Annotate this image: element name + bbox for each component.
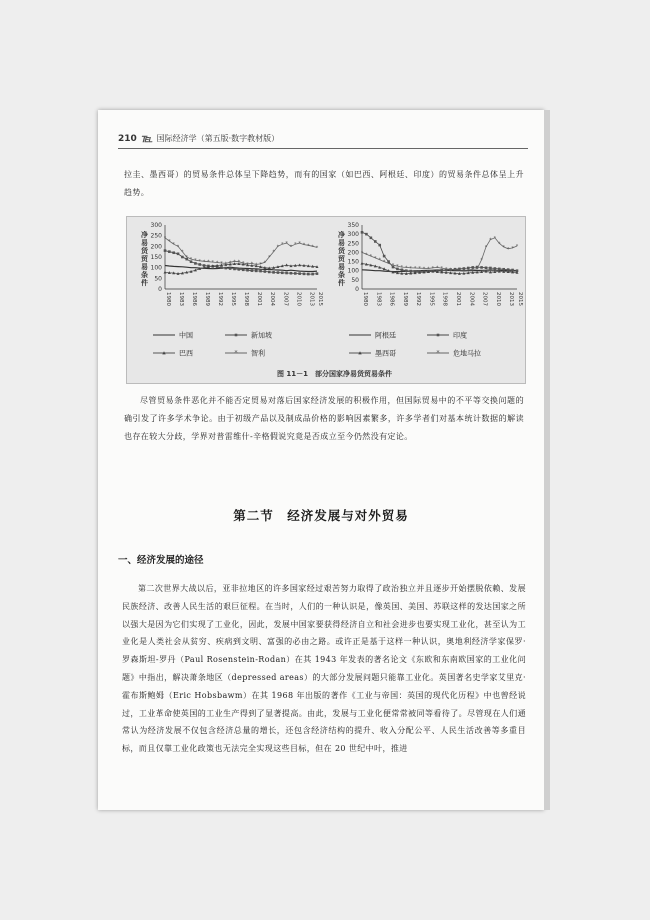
section-title: 第二节 经济发展与对外贸易: [233, 508, 409, 523]
data-point-asterisk: *: [489, 237, 492, 244]
x-tick-label: 2001: [455, 292, 461, 306]
x-tick-label: 2001: [256, 292, 263, 306]
data-point-asterisk: *: [440, 266, 443, 273]
data-point-square: [242, 269, 245, 272]
data-point-asterisk: *: [168, 239, 171, 245]
legend-label: 智利: [251, 349, 265, 358]
running-head: [118, 132, 528, 149]
figure-caption: 图 11－1 部分国家净易货贸易条件: [277, 370, 393, 378]
legend-label: 阿根廷: [375, 331, 396, 340]
x-tick-label: 2007: [282, 292, 289, 306]
data-point-square: [489, 267, 492, 270]
data-point-asterisk: *: [396, 264, 399, 271]
data-point-asterisk: *: [427, 266, 430, 273]
x-tick-label: 2015: [317, 292, 323, 306]
book-page: [98, 110, 544, 810]
data-point-asterisk: *: [272, 249, 275, 256]
data-point-square: [272, 271, 275, 274]
data-point-square: [246, 269, 249, 272]
data-point-asterisk: *: [194, 258, 197, 265]
data-point-asterisk: *: [480, 257, 483, 264]
x-tick-label: 1992: [415, 292, 422, 306]
data-point-asterisk: *: [211, 260, 215, 267]
legend-marker: *: [234, 350, 238, 358]
page-edge: [544, 110, 550, 810]
intro-paragraph: 拉圭、墨西哥）的贸易条件总体呈下降趋势，而有的国家（如巴西、阿根廷、印度）的贸易条件总体呈上升趋势。: [124, 170, 524, 197]
data-point-asterisk: *: [263, 260, 267, 267]
figure-11-1: [126, 216, 526, 384]
data-point-asterisk: *: [267, 255, 271, 261]
y-axis-label: 易: [338, 262, 345, 271]
y-tick-label: 150: [347, 258, 359, 266]
subsection-heading: 一、经济发展的途径: [118, 555, 204, 566]
data-point-asterisk: *: [515, 244, 519, 251]
data-point-square: [298, 272, 301, 275]
y-tick-label: 350: [347, 222, 359, 229]
data-point-asterisk: *: [471, 267, 474, 274]
data-point-square: [238, 268, 241, 271]
data-point-square: [251, 269, 254, 272]
data-point-asterisk: *: [449, 267, 452, 274]
data-point-asterisk: *: [484, 244, 488, 251]
legend-marker: [235, 334, 238, 337]
x-tick-label: 2010: [494, 292, 501, 306]
x-tick-label: 1989: [401, 292, 408, 306]
x-tick-label: 2010: [295, 292, 302, 306]
legend-marker: *: [436, 350, 440, 358]
x-tick-label: 2013: [308, 292, 315, 306]
y-tick-label: 0: [355, 286, 359, 293]
page-number: 210: [118, 133, 137, 144]
data-point-asterisk: *: [237, 259, 241, 266]
data-point-square: [264, 270, 267, 273]
y-tick-label: 50: [154, 275, 162, 283]
legend-marker: [437, 334, 440, 337]
book-title: 国际经济学（第五版·数字教材版）: [156, 134, 280, 143]
y-tick-label: 100: [347, 267, 359, 275]
y-tick-label: 100: [150, 264, 162, 272]
data-point-square: [378, 244, 381, 247]
legend-label: 墨西哥: [375, 349, 396, 358]
data-point-square: [303, 273, 306, 276]
data-point-asterisk: *: [307, 243, 310, 250]
data-point-asterisk: *: [502, 244, 505, 251]
data-point-asterisk: *: [382, 259, 386, 266]
data-point-asterisk: *: [228, 260, 232, 267]
data-point-asterisk: *: [475, 266, 479, 273]
y-tick-label: 300: [150, 222, 162, 229]
data-point-square: [370, 237, 373, 240]
data-point-square: [290, 272, 293, 275]
data-point-asterisk: *: [254, 262, 258, 269]
y-tick-label: 200: [347, 249, 359, 257]
data-point-asterisk: *: [276, 244, 280, 251]
data-point-asterisk: *: [241, 260, 245, 267]
y-axis-label: 条: [338, 270, 345, 279]
x-tick-label: 1998: [243, 292, 250, 306]
data-point-square: [480, 266, 483, 269]
y-tick-label: 0: [158, 286, 162, 293]
data-point-square: [383, 255, 386, 258]
y-tick-label: 250: [150, 232, 162, 240]
y-axis-label: 货: [338, 246, 345, 255]
y-axis-label: 净: [338, 230, 345, 239]
data-point-asterisk: *: [259, 261, 262, 268]
y-axis-label: 件: [338, 278, 345, 287]
data-point-asterisk: *: [233, 259, 236, 266]
data-point-square: [177, 253, 180, 256]
data-point-asterisk: *: [365, 252, 368, 259]
legend-label: 中国: [179, 331, 193, 340]
data-point-square: [307, 273, 310, 276]
data-point-asterisk: *: [189, 257, 193, 264]
y-axis-label: 贸: [141, 254, 148, 263]
x-tick-label: 1995: [428, 292, 435, 306]
x-tick-label: 2004: [269, 292, 276, 306]
data-point-asterisk: *: [281, 242, 284, 249]
data-point-square: [259, 270, 262, 273]
data-point-asterisk: *: [172, 242, 175, 249]
data-point-asterisk: *: [391, 263, 395, 270]
data-point-asterisk: *: [294, 242, 297, 249]
data-point-square: [374, 240, 377, 243]
legend-label: 新加坡: [251, 331, 272, 340]
data-point-asterisk: *: [444, 266, 448, 273]
data-point-asterisk: *: [289, 244, 293, 251]
data-point-asterisk: *: [185, 255, 188, 261]
data-point-asterisk: *: [467, 267, 470, 274]
data-point-asterisk: *: [413, 265, 417, 272]
data-point-asterisk: *: [298, 241, 301, 248]
data-point-asterisk: *: [369, 254, 373, 261]
data-point-square: [485, 266, 488, 269]
data-point-asterisk: *: [302, 242, 306, 249]
data-point-asterisk: *: [493, 235, 497, 242]
x-tick-label: 2013: [508, 292, 515, 306]
data-point-asterisk: *: [360, 250, 364, 257]
data-point-square: [229, 267, 232, 270]
x-tick-label: 1986: [388, 292, 395, 306]
x-tick-label: 1980: [362, 292, 368, 306]
y-tick-label: 300: [347, 231, 359, 239]
data-point-asterisk: *: [405, 265, 408, 272]
x-tick-label: 2015: [517, 292, 523, 306]
data-point-asterisk: *: [511, 245, 514, 252]
x-tick-label: 1983: [375, 292, 382, 306]
data-point-asterisk: *: [220, 260, 223, 267]
data-point-asterisk: *: [250, 261, 254, 268]
data-point-square: [268, 271, 271, 274]
x-tick-label: 1992: [217, 292, 224, 306]
x-tick-label: 1980: [165, 292, 171, 306]
data-point-asterisk: *: [374, 255, 377, 262]
data-point-asterisk: *: [202, 259, 206, 266]
x-tick-label: 1989: [204, 292, 211, 306]
data-point-asterisk: *: [458, 267, 461, 274]
data-point-square: [285, 272, 288, 275]
data-point-asterisk: *: [387, 261, 390, 268]
data-point-asterisk: *: [163, 235, 167, 242]
book-logo-icon: ℡: [140, 132, 153, 145]
data-point-asterisk: *: [422, 266, 426, 273]
y-axis-label: 件: [141, 278, 148, 287]
figure-charts: [127, 217, 525, 367]
y-tick-label: 200: [150, 243, 162, 251]
y-axis-label: 货: [141, 246, 148, 255]
y-tick-label: 50: [351, 276, 359, 284]
data-point-asterisk: *: [409, 265, 412, 272]
data-point-asterisk: *: [462, 268, 466, 275]
data-point-square: [181, 256, 184, 259]
data-point-asterisk: *: [181, 249, 184, 256]
data-point-asterisk: *: [436, 265, 439, 272]
x-tick-label: 1995: [230, 292, 237, 306]
data-point-square: [365, 233, 368, 236]
data-point-asterisk: *: [431, 265, 435, 272]
data-point-asterisk: *: [207, 259, 210, 266]
x-tick-label: 2007: [481, 292, 488, 306]
data-point-square: [168, 250, 171, 253]
data-point-square: [316, 272, 319, 275]
data-point-asterisk: *: [506, 246, 510, 253]
data-point-asterisk: *: [498, 241, 501, 248]
data-point-asterisk: *: [224, 261, 228, 268]
legend-label: 危地马拉: [453, 349, 481, 358]
paragraph-development-path: 第二次世界大战以后，亚非拉地区的许多国家经过艰苦努力取得了政治独立并且逐步开始摆脱依赖、发展民族经济、改善人民生活的艰巨征程。在当时，人们的一种认识是，像英国、美国、苏联这样的发达国家之所以强大是因为它们实现了工业化，因此，发展中国家要获得经济自立和社会进步也要实现工业化，甚至认为工业化是人类社会从贫穷、疾病到文明、富强的必由之路。或许正是基于这样一种认识，奥地利经济学家保罗·罗森斯坦-罗丹（Paul Rosenstein-Rodan）在其 1943 年发表的著名论文《东欧和东南欧国家的工业化问题》中指出，解决萧条地区（depressed areas）的大部分发展问题只能靠工业化。英国著名史学家艾里克·霍布斯鲍姆（Eric Hobsbawm）在其 1968 年出版的著作《工业与帝国：英国的现代化历程》中也曾经说过，工业革命使英国的工业生产得到了显著提高。由此，发展与工业化便常常被同等看待了。尽管现在人们通常认为经济发展不仅包含经济总量的增长，还包含经济结构的提升、收入分配公平、人民生活改善等多重目标，而且仅靠工业化政策也无法完全实现这些目标，但在 20 世纪中叶，推进: [122, 584, 526, 754]
x-tick-label: 2004: [468, 292, 475, 306]
data-point-triangle: [285, 264, 288, 267]
data-point-asterisk: *: [198, 258, 201, 265]
x-tick-label: 1998: [441, 292, 448, 306]
data-point-square: [277, 271, 280, 274]
data-point-asterisk: *: [400, 265, 404, 272]
data-point-asterisk: *: [176, 244, 180, 251]
y-axis-label: 易: [338, 238, 345, 247]
data-point-asterisk: *: [315, 245, 319, 252]
y-axis-label: 易: [141, 238, 148, 247]
data-point-asterisk: *: [378, 257, 381, 264]
data-point-square: [233, 268, 236, 271]
data-point-square: [281, 271, 284, 274]
data-point-square: [361, 231, 364, 234]
y-axis-label: 条: [141, 270, 148, 279]
data-point-asterisk: *: [311, 244, 314, 251]
x-tick-label: 1983: [178, 292, 185, 306]
y-axis-label: 易: [141, 262, 148, 271]
y-axis-label: 贸: [338, 254, 345, 263]
legend-label: 巴西: [179, 349, 193, 358]
y-axis-label: 净: [141, 230, 148, 239]
data-point-square: [164, 249, 167, 252]
data-point-square: [311, 273, 314, 276]
y-tick-label: 250: [347, 240, 359, 248]
data-point-square: [498, 268, 501, 271]
y-tick-label: 150: [150, 254, 162, 261]
data-point-asterisk: *: [418, 266, 421, 273]
paragraph-terms-of-trade: 尽管贸易条件恶化并不能否定贸易对落后国家经济发展的积极作用，但国际贸易中的不平等交换问题的确引发了许多学术争论。由于初级产品以及制成品价格的影响因素繁多，许多学者们对基本统计数据的解读也存在较大分歧，学界对普雷维什-辛格假说究竟是否成立至今仍然没有定论。: [124, 396, 524, 441]
data-point-asterisk: *: [246, 261, 249, 268]
data-point-square: [255, 270, 258, 273]
data-point-triangle: [361, 262, 364, 265]
legend-label: 印度: [453, 331, 467, 340]
data-point-asterisk: *: [285, 241, 288, 248]
x-tick-label: 1986: [191, 292, 198, 306]
data-point-square: [294, 272, 297, 275]
data-point-square: [172, 251, 175, 254]
data-point-asterisk: *: [453, 267, 457, 274]
data-point-square: [494, 267, 497, 270]
data-point-asterisk: *: [215, 260, 219, 267]
